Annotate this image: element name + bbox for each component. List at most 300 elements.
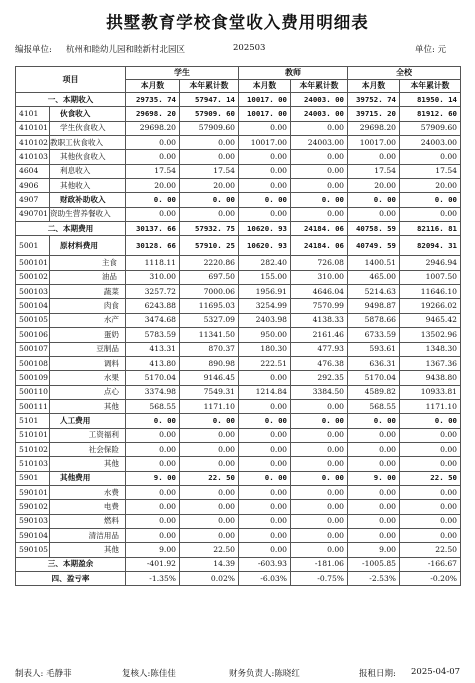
- row-code: 500101: [16, 256, 50, 270]
- row-value: 2220.86: [180, 256, 239, 270]
- row-value: 0.00: [239, 514, 291, 528]
- row-value: 0.00: [126, 428, 180, 442]
- table-row: [16, 385, 461, 399]
- row-value: 2403.98: [239, 313, 291, 327]
- row-value: 0.00: [239, 207, 291, 221]
- table-row: [16, 150, 461, 164]
- row-value: 0.00: [291, 457, 348, 471]
- table-row: [16, 136, 461, 150]
- row-value: 4138.33: [291, 313, 348, 327]
- finance-head: 财务负责人:陈晓红: [229, 669, 300, 679]
- row-value: -0.75%: [291, 572, 348, 586]
- table-row: [16, 270, 461, 284]
- row-value: 24184. 06: [291, 236, 348, 256]
- row-value: 6243.88: [126, 299, 180, 313]
- row-value: 950.00: [239, 328, 291, 342]
- row-value: 222.51: [239, 356, 291, 370]
- row-value: 1007.50: [400, 270, 461, 284]
- row-value: 0.00: [400, 442, 461, 456]
- row-code: 500104: [16, 299, 50, 313]
- row-value: 0.00: [348, 428, 400, 442]
- row-value: 82094. 31: [400, 236, 461, 256]
- unit-value: 杭州和睦幼儿园和睦新村北园区: [66, 45, 186, 55]
- row-value: 0.00: [291, 399, 348, 413]
- row-value: 5327.09: [180, 313, 239, 327]
- row-value: 0.00: [400, 528, 461, 542]
- row-value: 20.00: [400, 179, 461, 193]
- row-value: 0.00: [239, 485, 291, 499]
- row-item-name: 蔬菜: [50, 285, 126, 299]
- row-value: 5214.63: [348, 285, 400, 299]
- row-value: 568.55: [348, 399, 400, 413]
- header-item: 项目: [16, 67, 126, 93]
- row-value: 10017.00: [348, 136, 400, 150]
- row-value: 0. 00: [180, 414, 239, 428]
- row-value: 413.31: [126, 342, 180, 356]
- row-value: 1400.51: [348, 256, 400, 270]
- table-row: [16, 557, 461, 571]
- row-section-label: 四、盈亏率: [16, 572, 126, 586]
- row-item-name: 蛋奶: [50, 328, 126, 342]
- row-code: 500109: [16, 371, 50, 385]
- row-value: 0.00: [291, 164, 348, 178]
- header-ytd: 本年累计数: [180, 80, 239, 93]
- row-value: 155.00: [239, 270, 291, 284]
- row-value: 0.00: [291, 543, 348, 557]
- row-value: 9. 00: [126, 471, 180, 485]
- row-value: 24003. 00: [291, 107, 348, 121]
- row-value: 0.00: [239, 428, 291, 442]
- row-value: 11695.03: [180, 299, 239, 313]
- row-item-name: 社会保险: [50, 442, 126, 456]
- table-row: [16, 179, 461, 193]
- header-month: 本月数: [126, 80, 180, 93]
- row-value: 20.00: [126, 179, 180, 193]
- row-item-name: 清洁用品: [50, 528, 126, 542]
- table-row: [16, 457, 461, 471]
- row-value: -603.93: [239, 557, 291, 571]
- row-item-name: 资助生营养餐收入: [50, 207, 126, 221]
- row-value: 10017.00: [239, 136, 291, 150]
- row-value: 1956.91: [239, 285, 291, 299]
- row-value: 3257.72: [126, 285, 180, 299]
- row-section-label: 三、本期盈余: [16, 557, 126, 571]
- row-value: 0.00: [291, 514, 348, 528]
- row-value: 57909. 60: [180, 107, 239, 121]
- row-code: 500107: [16, 342, 50, 356]
- row-value: -2.53%: [348, 572, 400, 586]
- row-value: 9.00: [348, 543, 400, 557]
- row-value: 0.00: [400, 150, 461, 164]
- header-month: 本月数: [348, 80, 400, 93]
- table-row: [16, 164, 461, 178]
- row-value: 5170.04: [348, 371, 400, 385]
- row-value: 0. 00: [400, 193, 461, 207]
- row-value: 697.50: [180, 270, 239, 284]
- row-value: 39752. 74: [348, 93, 400, 107]
- row-value: 0. 00: [180, 193, 239, 207]
- row-value: 310.00: [291, 270, 348, 284]
- row-value: 0.00: [348, 457, 400, 471]
- table-row: [16, 356, 461, 370]
- table-row: [16, 528, 461, 542]
- row-value: 81912. 60: [400, 107, 461, 121]
- row-item-name: 工资福利: [50, 428, 126, 442]
- row-value: 40749. 59: [348, 236, 400, 256]
- row-value: 0.00: [126, 514, 180, 528]
- row-value: 0.00: [239, 442, 291, 456]
- table-row: [16, 93, 461, 107]
- row-value: 0.00: [180, 442, 239, 456]
- table-row: [16, 207, 461, 221]
- row-value: 0.00: [291, 207, 348, 221]
- row-value: 0.00: [180, 457, 239, 471]
- table-row: [16, 414, 461, 428]
- row-value: 22.50: [400, 543, 461, 557]
- row-value: 57910. 25: [180, 236, 239, 256]
- table-row: [16, 236, 461, 256]
- row-value: 9146.45: [180, 371, 239, 385]
- row-code: 5901: [16, 471, 50, 485]
- row-item-name: 豆制品: [50, 342, 126, 356]
- row-value: 5783.59: [126, 328, 180, 342]
- table-row: [16, 107, 461, 121]
- row-value: 7570.99: [291, 299, 348, 313]
- row-value: 10620. 93: [239, 236, 291, 256]
- table-row: [16, 514, 461, 528]
- row-value: 3374.98: [126, 385, 180, 399]
- row-value: 180.30: [239, 342, 291, 356]
- row-value: 0.00: [291, 442, 348, 456]
- row-value: 0.00: [239, 164, 291, 178]
- header-month: 本月数: [239, 80, 291, 93]
- table-row: [16, 471, 461, 485]
- row-value: 29698.20: [348, 121, 400, 135]
- row-item-name: 水果: [50, 371, 126, 385]
- row-value: 890.98: [180, 356, 239, 370]
- row-value: 0.00: [180, 514, 239, 528]
- header-group-teachers: 教师: [239, 67, 348, 80]
- row-code: 490701: [16, 207, 50, 221]
- row-item-name: 水费: [50, 485, 126, 499]
- row-value: 0.00: [348, 514, 400, 528]
- row-value: 9465.42: [400, 313, 461, 327]
- row-value: 29698.20: [126, 121, 180, 135]
- table-row: [16, 121, 461, 135]
- row-code: 5001: [16, 236, 50, 256]
- row-value: 1214.84: [239, 385, 291, 399]
- row-value: 870.37: [180, 342, 239, 356]
- row-value: 0.00: [348, 442, 400, 456]
- row-value: 0.00: [348, 500, 400, 514]
- row-value: 0. 00: [291, 414, 348, 428]
- report-date: 2025-04-07: [411, 667, 461, 677]
- row-item-name: 伙食收入: [50, 107, 126, 121]
- row-value: 57909.60: [400, 121, 461, 135]
- row-code: 410103: [16, 150, 50, 164]
- row-value: 0.00: [291, 121, 348, 135]
- row-value: 0.00: [126, 528, 180, 542]
- row-value: 10933.81: [400, 385, 461, 399]
- row-item-name: 其他伙食收入: [50, 150, 126, 164]
- row-value: 9438.80: [400, 371, 461, 385]
- row-item-name: 水产: [50, 313, 126, 327]
- row-item-name: 其他: [50, 457, 126, 471]
- row-item-name: 燃料: [50, 514, 126, 528]
- row-value: 593.61: [348, 342, 400, 356]
- row-code: 500108: [16, 356, 50, 370]
- row-value: 22. 50: [400, 471, 461, 485]
- row-value: 0. 00: [126, 414, 180, 428]
- currency-unit: 单位: 元: [415, 45, 447, 55]
- row-value: 0.00: [348, 485, 400, 499]
- row-value: 24003.00: [400, 136, 461, 150]
- row-value: -1005.85: [348, 557, 400, 571]
- row-value: 22. 50: [180, 471, 239, 485]
- row-value: 0.00: [239, 371, 291, 385]
- row-code: 410101: [16, 121, 50, 135]
- row-item-name: 原材料费用: [50, 236, 126, 256]
- row-item-name: 调料: [50, 356, 126, 370]
- row-value: 1348.30: [400, 342, 461, 356]
- row-value: 0.00: [180, 500, 239, 514]
- row-value: 0.00: [126, 457, 180, 471]
- row-value: 5170.04: [126, 371, 180, 385]
- row-value: 0. 00: [239, 414, 291, 428]
- row-value: 9. 00: [348, 471, 400, 485]
- row-value: 20.00: [180, 179, 239, 193]
- row-value: 282.40: [239, 256, 291, 270]
- row-code: 500103: [16, 285, 50, 299]
- row-value: 10017. 00: [239, 107, 291, 121]
- row-value: 413.80: [126, 356, 180, 370]
- row-value: 10017. 00: [239, 93, 291, 107]
- row-value: 17.54: [126, 164, 180, 178]
- row-value: 24003. 00: [291, 93, 348, 107]
- row-item-name: 电费: [50, 500, 126, 514]
- row-value: 29698. 20: [126, 107, 180, 121]
- table-row: [16, 193, 461, 207]
- row-value: 82116. 81: [400, 222, 461, 236]
- row-value: 310.00: [126, 270, 180, 284]
- row-value: 0.00: [239, 399, 291, 413]
- row-code: 500106: [16, 328, 50, 342]
- row-value: 0.00: [400, 428, 461, 442]
- row-code: 500110: [16, 385, 50, 399]
- row-value: 0.00: [180, 485, 239, 499]
- table-row: [16, 256, 461, 270]
- row-value: 57932. 75: [180, 222, 239, 236]
- row-value: 0.00: [291, 428, 348, 442]
- row-section-label: 一、本期收入: [16, 93, 126, 107]
- row-value: 0.00: [126, 500, 180, 514]
- unit-label: 编报单位:: [15, 45, 52, 55]
- row-code: 510102: [16, 442, 50, 456]
- row-value: 477.93: [291, 342, 348, 356]
- row-value: 5878.66: [348, 313, 400, 327]
- row-value: 2946.94: [400, 256, 461, 270]
- row-item-name: 油品: [50, 270, 126, 284]
- maker: 制表人: 毛静菲: [15, 669, 72, 679]
- row-item-name: 利息收入: [50, 164, 126, 178]
- header-row-groups: [16, 67, 461, 80]
- row-item-name: 点心: [50, 385, 126, 399]
- row-value: 0.00: [239, 121, 291, 135]
- row-item-name: 其他收入: [50, 179, 126, 193]
- table-row: [16, 428, 461, 442]
- row-value: 7000.06: [180, 285, 239, 299]
- row-value: 57947. 14: [180, 93, 239, 107]
- row-item-name: 人工费用: [50, 414, 126, 428]
- row-item-name: 财政补助收入: [50, 193, 126, 207]
- row-section-label: 二、本期费用: [16, 222, 126, 236]
- row-value: 1171.10: [400, 399, 461, 413]
- row-value: 0. 00: [239, 193, 291, 207]
- row-value: 0.00: [126, 442, 180, 456]
- row-value: 1118.11: [126, 256, 180, 270]
- row-value: 22.50: [180, 543, 239, 557]
- row-value: 7549.31: [180, 385, 239, 399]
- row-value: 0.00: [126, 207, 180, 221]
- row-value: 0.00: [180, 136, 239, 150]
- row-value: 0.02%: [180, 572, 239, 586]
- row-value: 465.00: [348, 270, 400, 284]
- row-value: 0.00: [239, 543, 291, 557]
- row-value: 0.00: [126, 485, 180, 499]
- row-value: 29735. 74: [126, 93, 180, 107]
- row-item-name: 肉食: [50, 299, 126, 313]
- row-value: 0.00: [400, 457, 461, 471]
- row-code: 590102: [16, 500, 50, 514]
- row-value: -166.67: [400, 557, 461, 571]
- row-value: -6.03%: [239, 572, 291, 586]
- table-row: [16, 313, 461, 327]
- row-value: 30128. 66: [126, 236, 180, 256]
- row-code: 4604: [16, 164, 50, 178]
- row-code: 590104: [16, 528, 50, 542]
- report-date-label: 报租日期:: [359, 669, 396, 679]
- table-row: [16, 500, 461, 514]
- row-value: 0. 00: [348, 193, 400, 207]
- row-item-name: 其他: [50, 543, 126, 557]
- row-value: 0.00: [126, 136, 180, 150]
- row-value: 19266.02: [400, 299, 461, 313]
- row-value: 4589.82: [348, 385, 400, 399]
- row-value: 9498.87: [348, 299, 400, 313]
- row-value: 0.00: [348, 150, 400, 164]
- row-value: 0.00: [348, 207, 400, 221]
- row-value: 292.35: [291, 371, 348, 385]
- row-code: 500111: [16, 399, 50, 413]
- table-row: [16, 342, 461, 356]
- table-row: [16, 222, 461, 236]
- row-value: 57909.60: [180, 121, 239, 135]
- row-code: 4906: [16, 179, 50, 193]
- row-value: 0.00: [291, 150, 348, 164]
- row-code: 590103: [16, 514, 50, 528]
- row-item-name: 主食: [50, 256, 126, 270]
- row-value: 726.08: [291, 256, 348, 270]
- row-value: -0.20%: [400, 572, 461, 586]
- table-row: [16, 543, 461, 557]
- row-value: 11341.50: [180, 328, 239, 342]
- row-value: 0.00: [291, 485, 348, 499]
- row-value: 40758. 59: [348, 222, 400, 236]
- table-row: [16, 442, 461, 456]
- row-code: 4907: [16, 193, 50, 207]
- table-row: [16, 285, 461, 299]
- row-value: 0.00: [400, 500, 461, 514]
- row-code: 590105: [16, 543, 50, 557]
- checker: 复核人:陈佳佳: [122, 669, 176, 679]
- row-value: 17.54: [180, 164, 239, 178]
- row-value: 0.00: [239, 500, 291, 514]
- row-item-name: 其他费用: [50, 471, 126, 485]
- row-value: 4646.04: [291, 285, 348, 299]
- row-value: 17.54: [400, 164, 461, 178]
- header-ytd: 本年累计数: [291, 80, 348, 93]
- report-period: 202503: [233, 43, 266, 53]
- row-code: 510101: [16, 428, 50, 442]
- row-value: 1171.10: [180, 399, 239, 413]
- row-value: 0.00: [400, 514, 461, 528]
- row-value: -181.06: [291, 557, 348, 571]
- table-row: [16, 328, 461, 342]
- row-value: 10620. 93: [239, 222, 291, 236]
- row-value: 0.00: [180, 428, 239, 442]
- row-value: 13502.96: [400, 328, 461, 342]
- row-value: 0. 00: [291, 471, 348, 485]
- row-code: 410102: [16, 136, 50, 150]
- row-code: 510103: [16, 457, 50, 471]
- row-value: 17.54: [348, 164, 400, 178]
- row-value: 2161.46: [291, 328, 348, 342]
- row-code: 590101: [16, 485, 50, 499]
- row-value: 24184. 06: [291, 222, 348, 236]
- row-value: 14.39: [180, 557, 239, 571]
- row-value: 0. 00: [126, 193, 180, 207]
- row-value: 0.00: [239, 457, 291, 471]
- row-item-name: 其他: [50, 399, 126, 413]
- row-item-name: 教职工伙食收入: [50, 136, 126, 150]
- row-value: 0.00: [291, 500, 348, 514]
- row-code: 500105: [16, 313, 50, 327]
- row-value: 11646.10: [400, 285, 461, 299]
- row-value: -1.35%: [126, 572, 180, 586]
- row-value: 20.00: [348, 179, 400, 193]
- row-value: 6733.59: [348, 328, 400, 342]
- table-row: [16, 485, 461, 499]
- row-value: 3254.99: [239, 299, 291, 313]
- row-value: 568.55: [126, 399, 180, 413]
- table-row: [16, 572, 461, 586]
- row-value: 9.00: [126, 543, 180, 557]
- report-title: 拱墅教育学校食堂收入费用明细表: [106, 13, 369, 32]
- row-value: 0.00: [180, 528, 239, 542]
- row-value: -401.92: [126, 557, 180, 571]
- table-row: [16, 371, 461, 385]
- row-code: 5101: [16, 414, 50, 428]
- row-value: 0. 00: [400, 414, 461, 428]
- header-group-school: 全校: [348, 67, 461, 80]
- row-value: 0.00: [239, 179, 291, 193]
- row-value: 0.00: [348, 528, 400, 542]
- row-value: 24003.00: [291, 136, 348, 150]
- row-value: 0. 00: [291, 193, 348, 207]
- row-value: 0.00: [400, 485, 461, 499]
- statement-table: [15, 66, 461, 586]
- header-ytd: 本年累计数: [400, 80, 461, 93]
